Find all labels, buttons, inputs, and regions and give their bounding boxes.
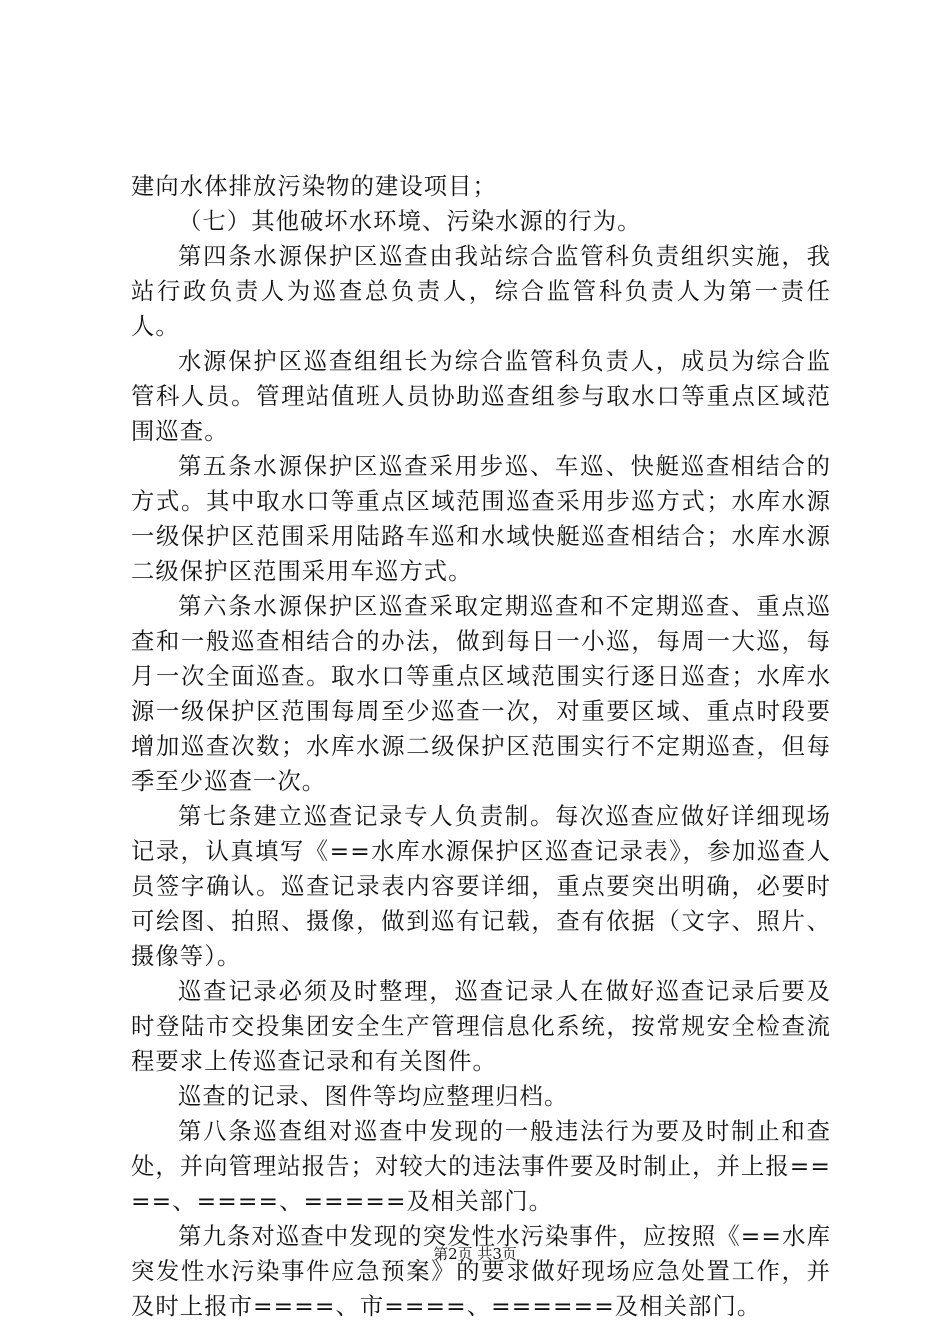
paragraph-article-6: 第六条水源保护区巡查采取定期巡查和不定期巡查、重点巡查和一般巡查相结合的办法，做到每日一小巡，每周一大巡，每月一次全面巡查。取水口等重点区域范围实行逐日巡查；水库水源一级保护区范围每周至少巡查一次，对重要区域、重点时段要增加巡查次数；水库水源二级保护区范围实行不定期巡查，但每季至少巡查一次。 [131, 593, 831, 795]
paragraph-article-4: 第四条水源保护区巡查由我站综合监管科负责组织实施，我站行政负责人为巡查总负责人，综合监管科负责人为第一责任人。 [131, 243, 831, 340]
paragraph-archive: 巡查的记录、图件等均应整理归档。 [178, 1083, 569, 1110]
paragraph-continuation: 建向水体排放污染物的建设项目； [131, 173, 497, 200]
paragraph-article-9: 第九条对巡查中发现的突发性水污染事件，应按照《==水库突发性水污染事件应急预案》的要求做好现场应急处置工作，并及时上报市====、市====、======及相关部门。 [131, 1223, 831, 1320]
paragraph-record-upload: 巡查记录必须及时整理，巡查记录人在做好巡查记录后要及时登陆市交投集团安全生产管理信息化系统，按常规安全检查流程要求上传巡查记录和有关图件。 [131, 978, 831, 1075]
paragraph-article-5: 第五条水源保护区巡查采用步巡、车巡、快艇巡查相结合的方式。其中取水口等重点区域范围巡查采用步巡方式；水库水源一级保护区范围采用陆路车巡和水域快艇巡查相结合；水库水源二级保护区范围采用车巡方式。 [131, 453, 831, 585]
document-body [131, 169, 831, 1324]
paragraph-patrol-team: 水源保护区巡查组组长为综合监管科负责人，成员为综合监管科人员。管理站值班人员协助巡查组参与取水口等重点区域范围巡查。 [131, 348, 831, 445]
paragraph-article-7: 第七条建立巡查记录专人负责制。每次巡查应做好详细现场记录，认真填写《==水库水源保护区巡查记录表》，参加巡查人员签字确认。巡查记录表内容要详细，重点要突出明确，必要时可绘图、拍照、摄像，做到巡有记载，查有依据（文字、照片、摄像等）。 [131, 803, 831, 970]
page-number-footer: 第2页 共3页 [433, 1245, 517, 1263]
paragraph-article-8: 第八条巡查组对巡查中发现的一般违法行为要及时制止和查处，并向管理站报告；对较大的违法事件要及时制止，并上报====、====、=====及相关部门。 [131, 1118, 831, 1215]
paragraph-item-7: （七）其他破坏水环境、污染水源的行为。 [178, 208, 642, 235]
